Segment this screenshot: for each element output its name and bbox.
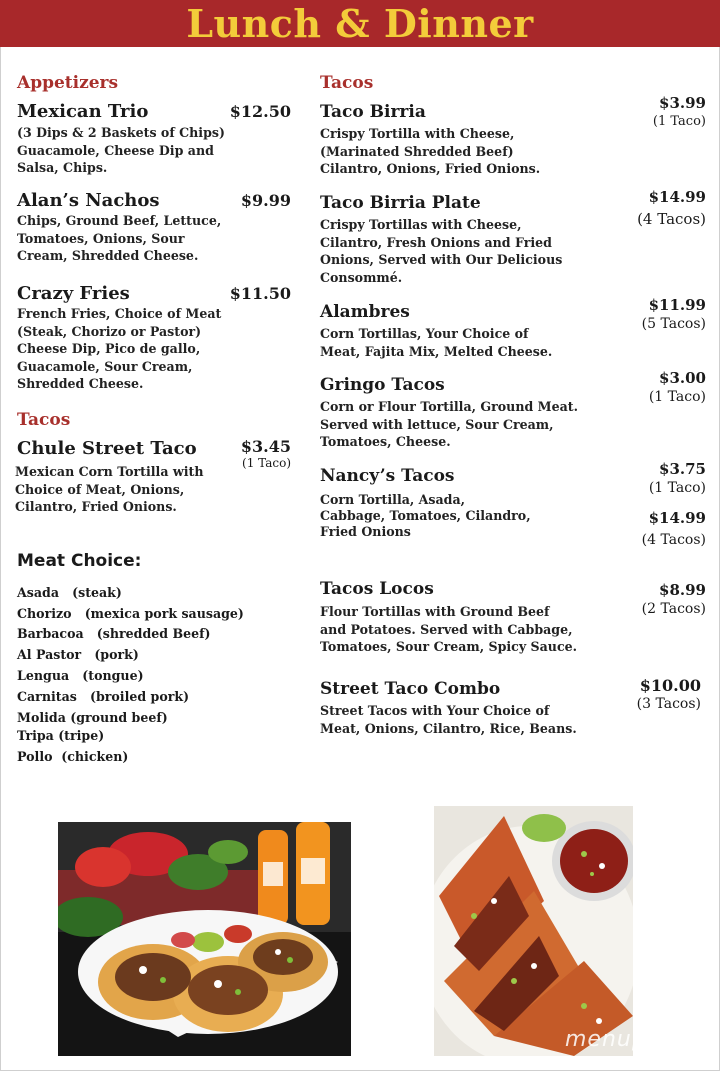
item-price: $8.99 bbox=[659, 581, 706, 599]
watermark: menupix bbox=[565, 1027, 668, 1052]
street-tacos-illustration bbox=[58, 822, 351, 1056]
desc-line: Cilantro, Fresh Onions and Fried bbox=[320, 234, 552, 250]
item-name: Chule Street Taco bbox=[17, 438, 197, 459]
item-price: $9.99 bbox=[240, 191, 291, 210]
item-name: Crazy Fries bbox=[17, 283, 130, 304]
desc-line: Choice of Meat, Onions, bbox=[15, 481, 185, 497]
item-description bbox=[17, 212, 297, 265]
desc-line: Corn or Flour Tortilla, Ground Meat. bbox=[320, 399, 578, 414]
desc-line: (Marinated Shredded Beef) bbox=[320, 143, 514, 159]
desc-line: and Potatoes. Served with Cabbage, bbox=[320, 621, 573, 637]
item-name: Mexican Trio bbox=[17, 101, 149, 122]
birria-tacos-photo bbox=[434, 806, 633, 1056]
meat-choice-row: Chorizo (mexica pork sausage) bbox=[17, 606, 244, 621]
item-description bbox=[320, 492, 600, 540]
item-description bbox=[320, 125, 620, 178]
item-name: Gringo Tacos bbox=[320, 375, 445, 395]
item-quantity: (1 Taco) bbox=[648, 389, 706, 405]
birria-tacos-illustration bbox=[434, 806, 633, 1056]
desc-line: Tomatoes, Sour Cream, Spicy Sauce. bbox=[320, 639, 578, 654]
item-description bbox=[320, 325, 620, 360]
item-description bbox=[320, 216, 620, 286]
item-name: Alambres bbox=[320, 302, 410, 322]
meat-choice-row: Barbacoa (shredded Beef) bbox=[17, 626, 211, 641]
item-price: $14.99 bbox=[648, 188, 706, 206]
item-price: $11.50 bbox=[229, 284, 291, 303]
meat-choice-row: Pollo (chicken) bbox=[17, 749, 129, 764]
meat-choice-row: Lengua (tongue) bbox=[17, 668, 144, 683]
right-tacos-section-title: Tacos bbox=[320, 73, 374, 93]
item-quantity: (2 Tacos) bbox=[641, 601, 706, 617]
meat-choice-row: Molida (ground beef) bbox=[17, 710, 168, 725]
item-quantity: (3 Tacos) bbox=[636, 696, 701, 712]
meat-choice-row: Al Pastor (pork) bbox=[17, 647, 139, 662]
desc-line: Fried Onions bbox=[320, 524, 411, 539]
desc-line: Consommé. bbox=[320, 269, 403, 285]
item-description bbox=[17, 124, 297, 177]
item-quantity: (1 Taco) bbox=[652, 114, 706, 129]
desc-line: Corn Tortillas, Your Choice of bbox=[320, 326, 529, 341]
desc-line: Tomatoes, Onions, Sour bbox=[17, 230, 185, 246]
desc-line: Onions, Served with Our Delicious bbox=[320, 252, 563, 267]
desc-line: (3 Dips & 2 Baskets of Chips) bbox=[17, 125, 225, 140]
desc-line: Corn Tortilla, Asada, bbox=[320, 492, 466, 507]
street-tacos-photo bbox=[58, 822, 351, 1056]
item-quantity: (4 Tacos) bbox=[637, 210, 706, 228]
desc-line: Tomatoes, Cheese. bbox=[320, 434, 451, 449]
item-quantity: (1 Taco) bbox=[648, 480, 706, 496]
page-title: Lunch & Dinner bbox=[186, 1, 534, 46]
item-description bbox=[320, 603, 620, 656]
desc-line: Meat, Fajita Mix, Melted Cheese. bbox=[320, 343, 553, 359]
item-price: $11.99 bbox=[648, 296, 706, 314]
item-quantity-secondary: (4 Tacos) bbox=[641, 532, 706, 548]
meat-choice-row: Tripa (tripe) bbox=[17, 728, 105, 743]
item-price-secondary: $14.99 bbox=[648, 509, 706, 527]
meat-choice-row: Carnitas (broiled pork) bbox=[17, 689, 190, 704]
item-quantity: (5 Tacos) bbox=[641, 316, 706, 332]
desc-line: Shredded Cheese. bbox=[17, 376, 144, 391]
desc-line: Cheese Dip, Pico de gallo, bbox=[17, 341, 201, 356]
header-banner bbox=[0, 0, 720, 47]
desc-line: Salsa, Chips. bbox=[17, 160, 108, 175]
desc-line: Guacamole, Cheese Dip and bbox=[17, 142, 214, 158]
item-quantity: (1 Taco) bbox=[242, 456, 291, 470]
desc-line: (Steak, Chorizo or Pastor) bbox=[17, 323, 202, 339]
item-description bbox=[15, 463, 295, 516]
desc-line: Crispy Tortilla with Cheese, bbox=[320, 126, 515, 141]
meat-choice-row: Asada (steak) bbox=[17, 585, 122, 600]
item-price: $12.50 bbox=[229, 102, 291, 121]
item-description bbox=[17, 305, 297, 393]
desc-line: Crispy Tortillas with Cheese, bbox=[320, 217, 522, 232]
item-name: Nancy’s Tacos bbox=[320, 466, 455, 486]
desc-line: Cilantro, Fried Onions. bbox=[15, 499, 177, 514]
item-name: Taco Birria bbox=[320, 102, 426, 122]
item-description bbox=[320, 702, 620, 737]
appetizers-section-title: Appetizers bbox=[17, 73, 119, 93]
item-name: Taco Birria Plate bbox=[320, 193, 481, 213]
desc-line: French Fries, Choice of Meat bbox=[17, 306, 222, 321]
left-tacos-section-title: Tacos bbox=[17, 410, 71, 430]
desc-line: Cilantro, Onions, Fried Onions. bbox=[320, 161, 541, 176]
desc-line: Cabbage, Tomatoes, Cilandro, bbox=[320, 508, 531, 523]
item-price: $3.75 bbox=[659, 460, 706, 478]
item-price: $3.99 bbox=[659, 94, 706, 112]
desc-line: Flour Tortillas with Ground Beef bbox=[320, 604, 550, 619]
item-price: $10.00 bbox=[639, 676, 701, 695]
desc-line: Served with lettuce, Sour Cream, bbox=[320, 416, 554, 432]
desc-line: Guacamole, Sour Cream, bbox=[17, 358, 193, 374]
desc-line: Meat, Onions, Cilantro, Rice, Beans. bbox=[320, 720, 577, 736]
desc-line: Street Tacos with Your Choice of bbox=[320, 703, 550, 718]
item-name: Alan’s Nachos bbox=[17, 190, 160, 211]
item-price: $3.45 bbox=[240, 437, 291, 456]
desc-line: Mexican Corn Tortilla with bbox=[15, 464, 204, 479]
meat-choice-title: Meat Choice: bbox=[17, 551, 142, 571]
item-price: $3.00 bbox=[659, 369, 706, 387]
item-name: Street Taco Combo bbox=[320, 679, 501, 699]
item-description bbox=[320, 398, 620, 451]
item-name: Tacos Locos bbox=[320, 579, 434, 599]
desc-line: Chips, Ground Beef, Lettuce, bbox=[17, 213, 222, 228]
desc-line: Cream, Shredded Cheese. bbox=[17, 248, 199, 263]
